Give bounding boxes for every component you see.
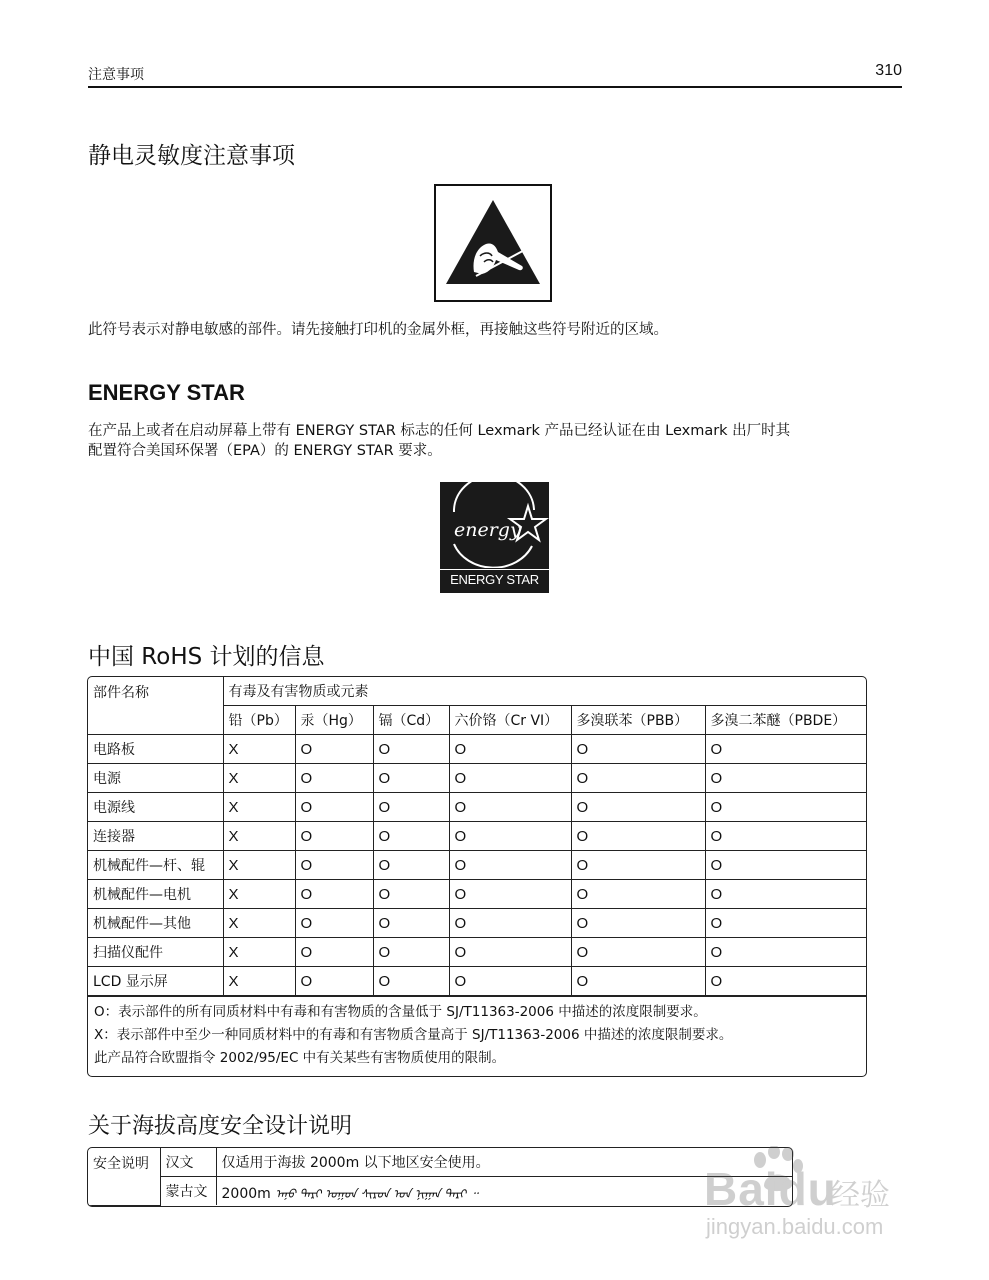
energy-star-paragraph <box>88 421 903 461</box>
esd-paragraph: 此符号表示对静电敏感的部件。请先接触打印机的金属外框，再接触这些符号附近的区域。 <box>88 322 668 338</box>
header-section-title: 注意事项 <box>88 67 144 83</box>
rohs-part-name: 电路板 <box>88 735 223 764</box>
rohs-mark-cell: O <box>295 793 373 822</box>
energy-star-logo <box>440 482 549 593</box>
rohs-mark-cell: O <box>295 938 373 967</box>
rohs-mark-cell: O <box>449 764 571 793</box>
rohs-mark-cell: O <box>571 967 705 996</box>
rohs-mark-cell: X <box>223 967 295 996</box>
rohs-row <box>88 880 866 909</box>
rohs-part-name: 机械配件—其他 <box>88 909 223 938</box>
rohs-col-header: 六价铬（Cr VI） <box>449 706 571 735</box>
rohs-col-header: 汞（Hg） <box>295 706 373 735</box>
rohs-note: 此产品符合欧盟指令 2002/95/EC 中有关某些有害物质使用的限制。 <box>94 1050 506 1066</box>
rohs-mark-cell: X <box>223 851 295 880</box>
rohs-mark-cell: O <box>705 764 866 793</box>
rohs-mark-cell: O <box>295 764 373 793</box>
energy-script-text: energy <box>454 519 521 541</box>
baidu-watermark <box>676 1140 936 1240</box>
rohs-mark-cell: O <box>449 938 571 967</box>
rohs-row <box>88 851 866 880</box>
rohs-mark-cell: O <box>449 909 571 938</box>
rohs-col-header: 多溴二苯醚（PBDE） <box>705 706 866 735</box>
rohs-note: O：表示部件的所有同质材料中有毒和有害物质的含量低于 SJ/T11363-2006 中描述的浓度限制要求。 <box>94 1004 707 1020</box>
altitude-lang: 汉文 <box>160 1148 216 1177</box>
rohs-mark-cell: O <box>571 880 705 909</box>
altitude-lang: 蒙古文 <box>160 1177 216 1206</box>
rohs-row <box>88 938 866 967</box>
rohs-group-header: 有毒及有害物质或元素 <box>223 677 866 706</box>
watermark-url: jingyan.baidu.com <box>706 1214 884 1239</box>
mongolian-script-image: ᠠᠨᠤ ᠳᠠᠷᠢ ᠣᠭᠤᠨ ᠰᠢᠷᠤᠨ ᠤᠨ ᠨᠢᠭᠠᠨ ᠳᠠᠷᠢ ᠃ <box>275 1186 478 1201</box>
rohs-mark-cell: O <box>449 851 571 880</box>
rohs-part-name: 机械配件—电机 <box>88 880 223 909</box>
rohs-part-name: LCD 显示屏 <box>88 967 223 996</box>
rohs-part-name: 连接器 <box>88 822 223 851</box>
rohs-row <box>88 735 866 764</box>
rohs-mark-cell: X <box>223 822 295 851</box>
rohs-mark-cell: O <box>373 793 449 822</box>
rohs-mark-cell: O <box>705 938 866 967</box>
rohs-notes <box>88 996 866 1076</box>
energy-star-text-line1: 在产品上或者在启动屏幕上带有 ENERGY STAR 标志的任何 Lexmark 产品已经认证在由 Lexmark 出厂时其 <box>88 423 791 439</box>
rohs-mark-cell: O <box>295 735 373 764</box>
rohs-mark-cell: O <box>373 967 449 996</box>
rohs-mark-cell: O <box>571 851 705 880</box>
rohs-part-header: 部件名称 <box>88 677 223 735</box>
rohs-heading: 中国 RoHS 计划的信息 <box>88 644 325 670</box>
rohs-row <box>88 793 866 822</box>
rohs-part-name: 扫描仪配件 <box>88 938 223 967</box>
rohs-mark-cell: X <box>223 793 295 822</box>
altitude-text: 仅适用于海拔 2000m 以下地区安全使用。 <box>216 1148 792 1177</box>
rohs-mark-cell: O <box>705 822 866 851</box>
rohs-row <box>88 764 866 793</box>
altitude-heading: 关于海拔高度安全设计说明 <box>88 1114 353 1139</box>
rohs-mark-cell: O <box>705 851 866 880</box>
rohs-mark-cell: O <box>295 880 373 909</box>
rohs-part-name: 电源 <box>88 764 223 793</box>
rohs-col-header: 铅（Pb） <box>223 706 295 735</box>
rohs-mark-cell: O <box>449 967 571 996</box>
rohs-mark-cell: O <box>705 967 866 996</box>
watermark-brand-cn: 经验 <box>830 1178 890 1213</box>
rohs-table <box>87 676 867 1077</box>
rohs-row <box>88 967 866 996</box>
rohs-mark-cell: O <box>705 793 866 822</box>
page-number: 310 <box>875 62 902 79</box>
rohs-mark-cell: X <box>223 880 295 909</box>
rohs-mark-cell: O <box>449 880 571 909</box>
rohs-part-name: 机械配件—杆、辊 <box>88 851 223 880</box>
rohs-mark-cell: O <box>571 735 705 764</box>
rohs-col-header: 多溴联苯（PBB） <box>571 706 705 735</box>
rohs-note: X：表示部件中至少一种同质材料中的有毒和有害物质含量高于 SJ/T11363-2006 中描述的浓度限制要求。 <box>94 1027 733 1043</box>
rohs-header-row-1 <box>88 677 866 706</box>
altitude-label: 安全说明 <box>88 1148 160 1205</box>
rohs-mark-cell: O <box>295 909 373 938</box>
rohs-mark-cell: O <box>705 909 866 938</box>
rohs-mark-cell: O <box>705 735 866 764</box>
rohs-mark-cell: X <box>223 938 295 967</box>
rohs-mark-cell: O <box>571 764 705 793</box>
rohs-mark-cell: O <box>571 793 705 822</box>
rohs-part-name: 电源线 <box>88 793 223 822</box>
rohs-col-header: 镉（Cd） <box>373 706 449 735</box>
altitude-value: 2000m <box>221 1185 271 1202</box>
rohs-mark-cell: O <box>373 880 449 909</box>
energy-star-text-line2: 配置符合美国环保署（EPA）的 ENERGY STAR 要求。 <box>88 443 442 459</box>
rohs-mark-cell: O <box>705 880 866 909</box>
energy-star-heading: ENERGY STAR <box>88 380 245 405</box>
rohs-mark-cell: O <box>373 938 449 967</box>
energy-star-emblem <box>440 482 549 568</box>
rohs-row <box>88 822 866 851</box>
rohs-mark-cell: X <box>223 764 295 793</box>
rohs-mark-cell: O <box>571 822 705 851</box>
rohs-row <box>88 909 866 938</box>
rohs-mark-cell: O <box>373 764 449 793</box>
rohs-mark-cell: O <box>373 909 449 938</box>
rohs-mark-cell: O <box>449 822 571 851</box>
rohs-mark-cell: O <box>449 735 571 764</box>
rohs-mark-cell: X <box>223 735 295 764</box>
energy-star-logo-label: ENERGY STAR <box>440 569 549 590</box>
rohs-mark-cell: O <box>373 851 449 880</box>
rohs-mark-cell: O <box>571 938 705 967</box>
rohs-mark-cell: O <box>295 851 373 880</box>
rohs-mark-cell: O <box>373 822 449 851</box>
page-header <box>88 62 902 88</box>
rohs-mark-cell: O <box>295 822 373 851</box>
watermark-brand: Baidu <box>704 1163 837 1215</box>
rohs-mark-cell: O <box>449 793 571 822</box>
rohs-mark-cell: X <box>223 909 295 938</box>
esd-warning-icon <box>434 184 552 302</box>
rohs-mark-cell: O <box>373 735 449 764</box>
rohs-mark-cell: O <box>571 909 705 938</box>
rohs-mark-cell: O <box>295 967 373 996</box>
esd-heading: 静电灵敏度注意事项 <box>88 143 295 169</box>
